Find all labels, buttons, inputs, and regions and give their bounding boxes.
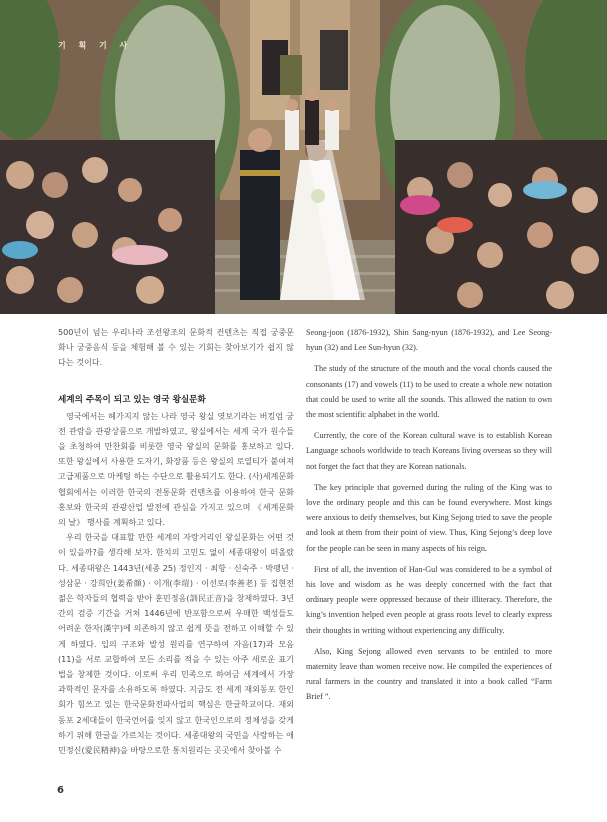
article-paragraph: First of all, the invention of Han-Gul was considered to be a symbol of his love and wisdom as he was deeply concerned with the fact that ordinary people were oppressed because of their illiteracy. Therefore, the king’s invention helped even people at grass roots level to clearly express their thoughts in writing without experiencing any difficulty. (306, 564, 552, 635)
royal-wedding-photo (0, 0, 607, 314)
article-paragraph: The key principle that governed during the ruling of the King was to love the ordinary people and this can be found everywhere. Most kings were anxious to deify themselves, but King Sejong tried to save the people and look at them from their point of view. Thus, King Sejong’s deep love for the people can be seen in many aspects of his reign. (306, 482, 552, 553)
article-paragraph: Also, King Sejong allowed even servants to be entitled to more maternity leave than women receive now. He compiled the experiences of rural farmers in the country and translated it into a book called “Farm Brief ”. (306, 646, 552, 702)
english-article-column (306, 325, 552, 711)
page-number: 6 (57, 785, 64, 796)
article-paragraph: Currently, the core of the Korean cultural wave is to establish Korean Language schools worldwide to teach Koreans living overseas so they will not forget the fact that they are Korean nationals. (306, 431, 552, 471)
article-paragraph: The study of the structure of the mouth and the vocal chords caused the consonants (17) and vowels (11) to be used to create a whole new notation that could be used to write all the sounds. This allowed the nation to own the most scientific alphabet in the world. (306, 364, 552, 420)
article-paragraph: 우리 한국을 대표할 만한 세계의 자랑거리인 왕실문화는 어떤 것이 있을까?를 생각해 보자. 한치의 고민도 없이 세종대왕이 떠올랐다. 세종대왕은 1443년(세종 25) 정인지 · 최항 · 신숙주 · 박팽년 · 성삼문 · 강희안(姜希顔) · 이개(李塏) · 이선로(李善老) 등 집현전 젊은 학자들의 협력을 받아 훈민정음(訓民正音)을 창제하였다. 3년간의 검증 기간을 거쳐 1446년에 반포함으로써 우매한 백성들도 어려운 한자(漢字)에 의존하지 않고 쉽게 뜻을 전하고 이해할 수 있게 하였다. 입의 구조와 발성 원리를 연구하여 자음(17)과 모음(11)을 서로 교합하여 모든 소리를 적을 수 있는 아주 새로운 표기법을 창제한 것이다. 이로써 우리 민족으로 하여금 세계에서 가장 과학적인 문자를 소유하도록 하였다. 지금도 전 세계 재외동포 한인회가 힘쓰고 있는 한국문화전파사업의 핵심은 한글학교이다. 재외동포 2세대들이 한국언어를 잊지 않고 한국인으로의 정체성을 갖게 하기 위해 한글을 가르치는 것이다. 세종대왕의 국민을 사랑하는 애민정신(愛民精神)을 바탕으로한 통치원리는 곳곳에서 찾아볼 수 (58, 532, 294, 756)
article-paragraph: Seong-joon (1876-1932), Shin Sang-nyun (1876-1932), and Lee Seong-hyun (32) and Lee Sun-hyun (32). (306, 328, 552, 353)
korean-article-column (58, 325, 294, 758)
article-paragraph: 영국에서는 헤가지지 않는 나라 영국 왕실 엿보기라는 버킹엄 궁전 관람을 관광상품으로 개발하였고, 왕실에서는 세계 국가 원수들을 초청하여 만찬회를 비롯한 영국 왕실의 문화를 홍보하고 있다. 또한 왕실에서 사용한 도자기, 화장품 등은 왕실의 로열티가 붙여져 고급제품으로 마케팅 하는 수단으로 활용되기도 한다. (사)세계문화협회에서는 이러한 한국의 전통문화 컨텐츠를 이용하여 한국 문화 홍보와 한국의 관광산업 발전에 관심을 가지고 있으며 《세계문화의 날》 행사를 계획하고 있다. (58, 410, 294, 528)
section-heading: 세계의 주목이 되고 있는 영국 왕실문화 (58, 394, 206, 405)
intro-paragraph: 500년이 넘는 우리나라 조선왕조의 문화적 컨텐츠는 직접 궁중문화나 궁중음식 등을 체험해 볼 수 있는 기회는 찾아보기가 쉽지 않다는 것이다. (58, 327, 294, 368)
section-tag: 기 획 기 사 (58, 41, 133, 50)
